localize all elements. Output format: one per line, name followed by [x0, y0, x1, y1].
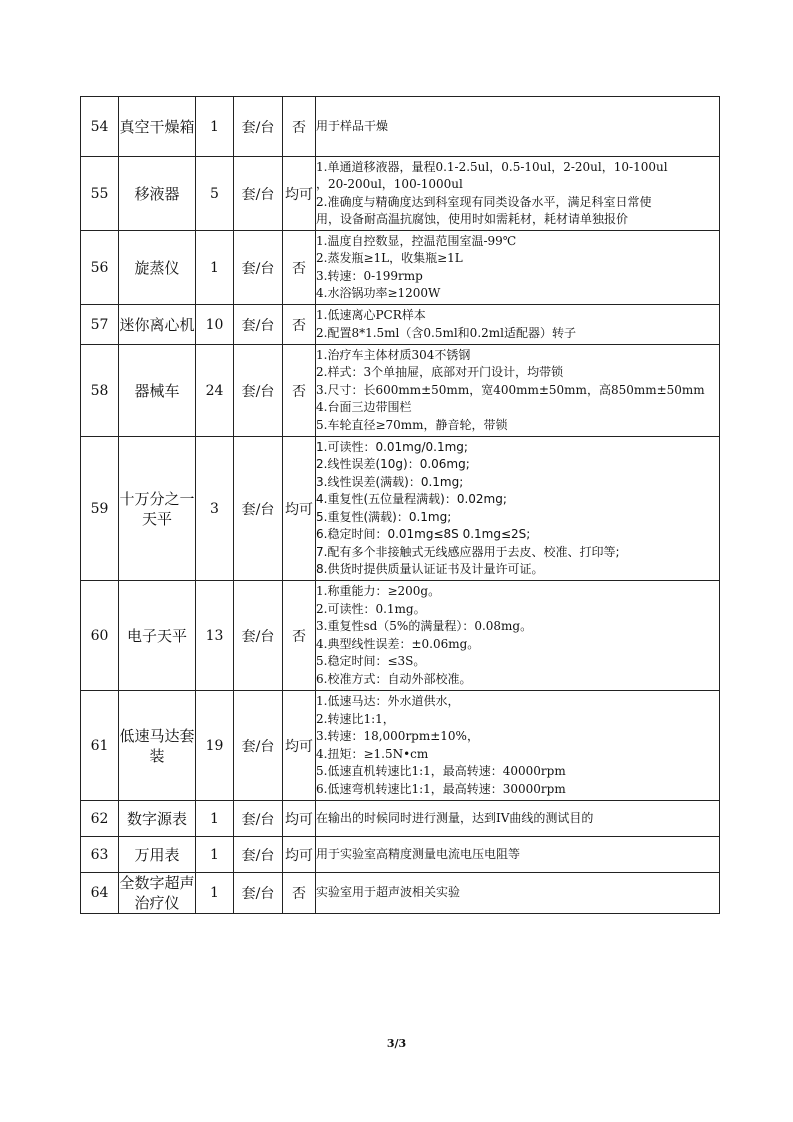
item-name: 电子天平: [119, 581, 196, 691]
item-number: 60: [81, 581, 119, 691]
item-spec: [316, 305, 720, 345]
item-unit: 套/台: [234, 691, 283, 801]
item-quantity: 3: [196, 437, 234, 581]
spec-line: 4.水浴锅功率≥1200W: [316, 286, 441, 300]
item-quantity: 1: [196, 231, 234, 305]
table-row: [81, 157, 720, 231]
spec-line: 6.低速弯机转速比1:1，最高转速：30000rpm: [316, 781, 566, 796]
spec-line: 3.尺寸：长600mm±50mm，宽400mm±50mm，高850mm±50mm: [316, 382, 705, 397]
spec-line: 5.稳定时间：≤3S。: [316, 654, 426, 668]
item-quantity: 13: [196, 581, 234, 691]
item-number: 57: [81, 305, 119, 345]
spec-line: 2.转速比1:1，: [316, 711, 395, 726]
item-import-allowed: 均可: [283, 801, 316, 837]
item-import-allowed: 均可: [283, 691, 316, 801]
item-name: 十万分之一天平: [119, 437, 196, 581]
item-import-allowed: 否: [283, 97, 316, 157]
table-row: [81, 837, 720, 873]
item-number: 64: [81, 873, 119, 914]
spec-line: 6.校准方式：自动外部校准。: [316, 671, 472, 686]
table-row: [81, 437, 720, 581]
spec-line: 1.温度自控数显，控温范围室温-99℃: [316, 233, 517, 248]
table-body: [81, 97, 720, 914]
spec-line: 3.重复性sd（5%的满量程）：0.08mg。: [316, 619, 533, 633]
table-row: [81, 97, 720, 157]
spec-line: 6.稳定时间：0.01mg≤8S 0.1mg≤2S;: [316, 527, 531, 541]
spec-line: 2.可读性：0.1mg。: [316, 601, 426, 616]
item-number: 61: [81, 691, 119, 801]
item-name: 真空干燥箱: [119, 97, 196, 157]
item-spec: [316, 97, 720, 157]
item-spec: [316, 837, 720, 873]
spec-line: 2.配置8*1.5ml（含0.5ml和0.2ml适配器）转子: [316, 325, 576, 340]
page-number: 3/3: [386, 1037, 407, 1050]
item-spec: [316, 691, 720, 801]
spec-line: 实验室用于超声波相关实验: [316, 885, 461, 900]
item-unit: 套/台: [234, 157, 283, 231]
item-number: 55: [81, 157, 119, 231]
spec-line: 用于样品干燥: [316, 118, 389, 133]
table-row: [81, 873, 720, 914]
item-name: 全数字超声治疗仪: [119, 874, 195, 912]
table-row: [81, 345, 720, 437]
table-row: [81, 801, 720, 837]
item-import-allowed: 否: [283, 231, 316, 305]
item-unit: 套/台: [234, 305, 283, 345]
spec-line: 1.治疗车主体材质304不锈钢: [316, 347, 471, 362]
item-unit: 套/台: [234, 97, 283, 157]
item-name: 器械车: [119, 345, 196, 437]
item-number: 58: [81, 345, 119, 437]
item-quantity: 1: [196, 97, 234, 157]
item-quantity: 10: [196, 305, 234, 345]
item-unit: 套/台: [234, 581, 283, 691]
item-number: 62: [81, 801, 119, 837]
item-import-allowed: 均可: [283, 437, 316, 581]
spec-line: 5.重复性(满载)：0.1mg;: [316, 509, 452, 524]
spec-line: 1.低速马达：外水道供水，: [316, 694, 460, 708]
spec-line: 2.样式：3个单抽屉，底部对开门设计，均带锁: [316, 365, 564, 380]
spec-line: 3.转速：0-199rmp: [316, 268, 423, 283]
item-unit: 套/台: [234, 801, 283, 837]
spec-line: 用于实验室高精度测量电流电压电阻等: [316, 846, 521, 861]
item-import-allowed: 否: [283, 873, 316, 914]
item-quantity: 24: [196, 345, 234, 437]
spec-line: 4.台面三边带围栏: [316, 400, 412, 415]
spec-line: 2.蒸发瓶≥1L，收集瓶≥1L: [316, 251, 463, 265]
equipment-spec-table: [80, 96, 720, 914]
spec-line: 1.单通道移液器，量程0.1-2.5ul，0.5-10ul，2-20ul，10-100ul: [316, 159, 668, 174]
spec-line: 3.转速：18,000rpm±10%，: [316, 729, 479, 743]
item-number: 56: [81, 231, 119, 305]
item-import-allowed: 均可: [283, 157, 316, 231]
item-spec: [316, 345, 720, 437]
item-unit: 套/台: [234, 345, 283, 437]
item-spec: [316, 157, 720, 231]
spec-line: 4.典型线性误差：±0.06mg。: [316, 636, 480, 651]
item-name: 低速马达套装: [119, 691, 196, 801]
item-import-allowed: 否: [283, 305, 316, 345]
item-unit: 套/台: [234, 437, 283, 581]
item-spec: [316, 437, 720, 581]
item-name: 数字源表: [119, 801, 196, 837]
item-quantity: 5: [196, 157, 234, 231]
item-spec: [316, 581, 720, 691]
spec-line: 4.扭矩：≥1.5N•cm: [316, 746, 429, 761]
item-import-allowed: 否: [283, 581, 316, 691]
spec-line: 在输出的时候同时进行测量，达到IV曲线的测试目的: [316, 810, 594, 825]
item-quantity: 1: [196, 837, 234, 873]
spec-line: 1.可读性：0.01mg/0.1mg;: [316, 439, 468, 454]
spec-line: 3.线性误差(满载)：0.1mg;: [316, 474, 464, 489]
item-unit: 套/台: [234, 837, 283, 873]
item-spec: [316, 873, 720, 914]
table-row: [81, 231, 720, 305]
spec-line: 1.低速离心PCR样本: [316, 308, 426, 322]
spec-line: ，20-200ul，100-1000ul: [316, 177, 463, 191]
item-unit: 套/台: [234, 873, 283, 914]
item-name: 旋蒸仪: [119, 231, 196, 305]
spec-line: 8.供货时提供质量认证证书及计量许可证。: [316, 562, 544, 576]
item-name: 万用表: [119, 837, 196, 873]
table-row: [81, 305, 720, 345]
item-quantity: 1: [196, 873, 234, 914]
table-row: [81, 691, 720, 801]
item-unit: 套/台: [234, 231, 283, 305]
spec-line: 1.称重能力：≥200g。: [316, 584, 441, 598]
spec-line: 4.重复性(五位量程满载)：0.02mg;: [316, 492, 507, 506]
item-quantity: 1: [196, 801, 234, 837]
spec-line: 5.车轮直径≥70mm，静音轮，带锁: [316, 417, 508, 432]
item-name: 迷你离心机: [119, 305, 196, 345]
spec-line: 7.配有多个非接触式无线感应器用于去皮、校准、打印等;: [316, 544, 620, 559]
item-name: 移液器: [119, 157, 196, 231]
table-row: [81, 581, 720, 691]
item-import-allowed: 均可: [283, 837, 316, 873]
spec-line: 2.线性误差(10g)：0.06mg;: [316, 457, 470, 471]
item-number: 54: [81, 97, 119, 157]
spec-line: 2.准确度与精确度达到科室现有同类设备水平，满足科室日常使: [316, 194, 652, 209]
item-spec: [316, 801, 720, 837]
spec-line: 5.低速直机转速比1:1，最高转速：40000rpm: [316, 764, 566, 778]
item-import-allowed: 否: [283, 345, 316, 437]
item-number: 63: [81, 837, 119, 873]
spec-line: 用，设备耐高温抗腐蚀，使用时如需耗材，耗材请单独报价: [316, 212, 629, 226]
item-spec: [316, 231, 720, 305]
item-number: 59: [81, 437, 119, 581]
item-quantity: 19: [196, 691, 234, 801]
